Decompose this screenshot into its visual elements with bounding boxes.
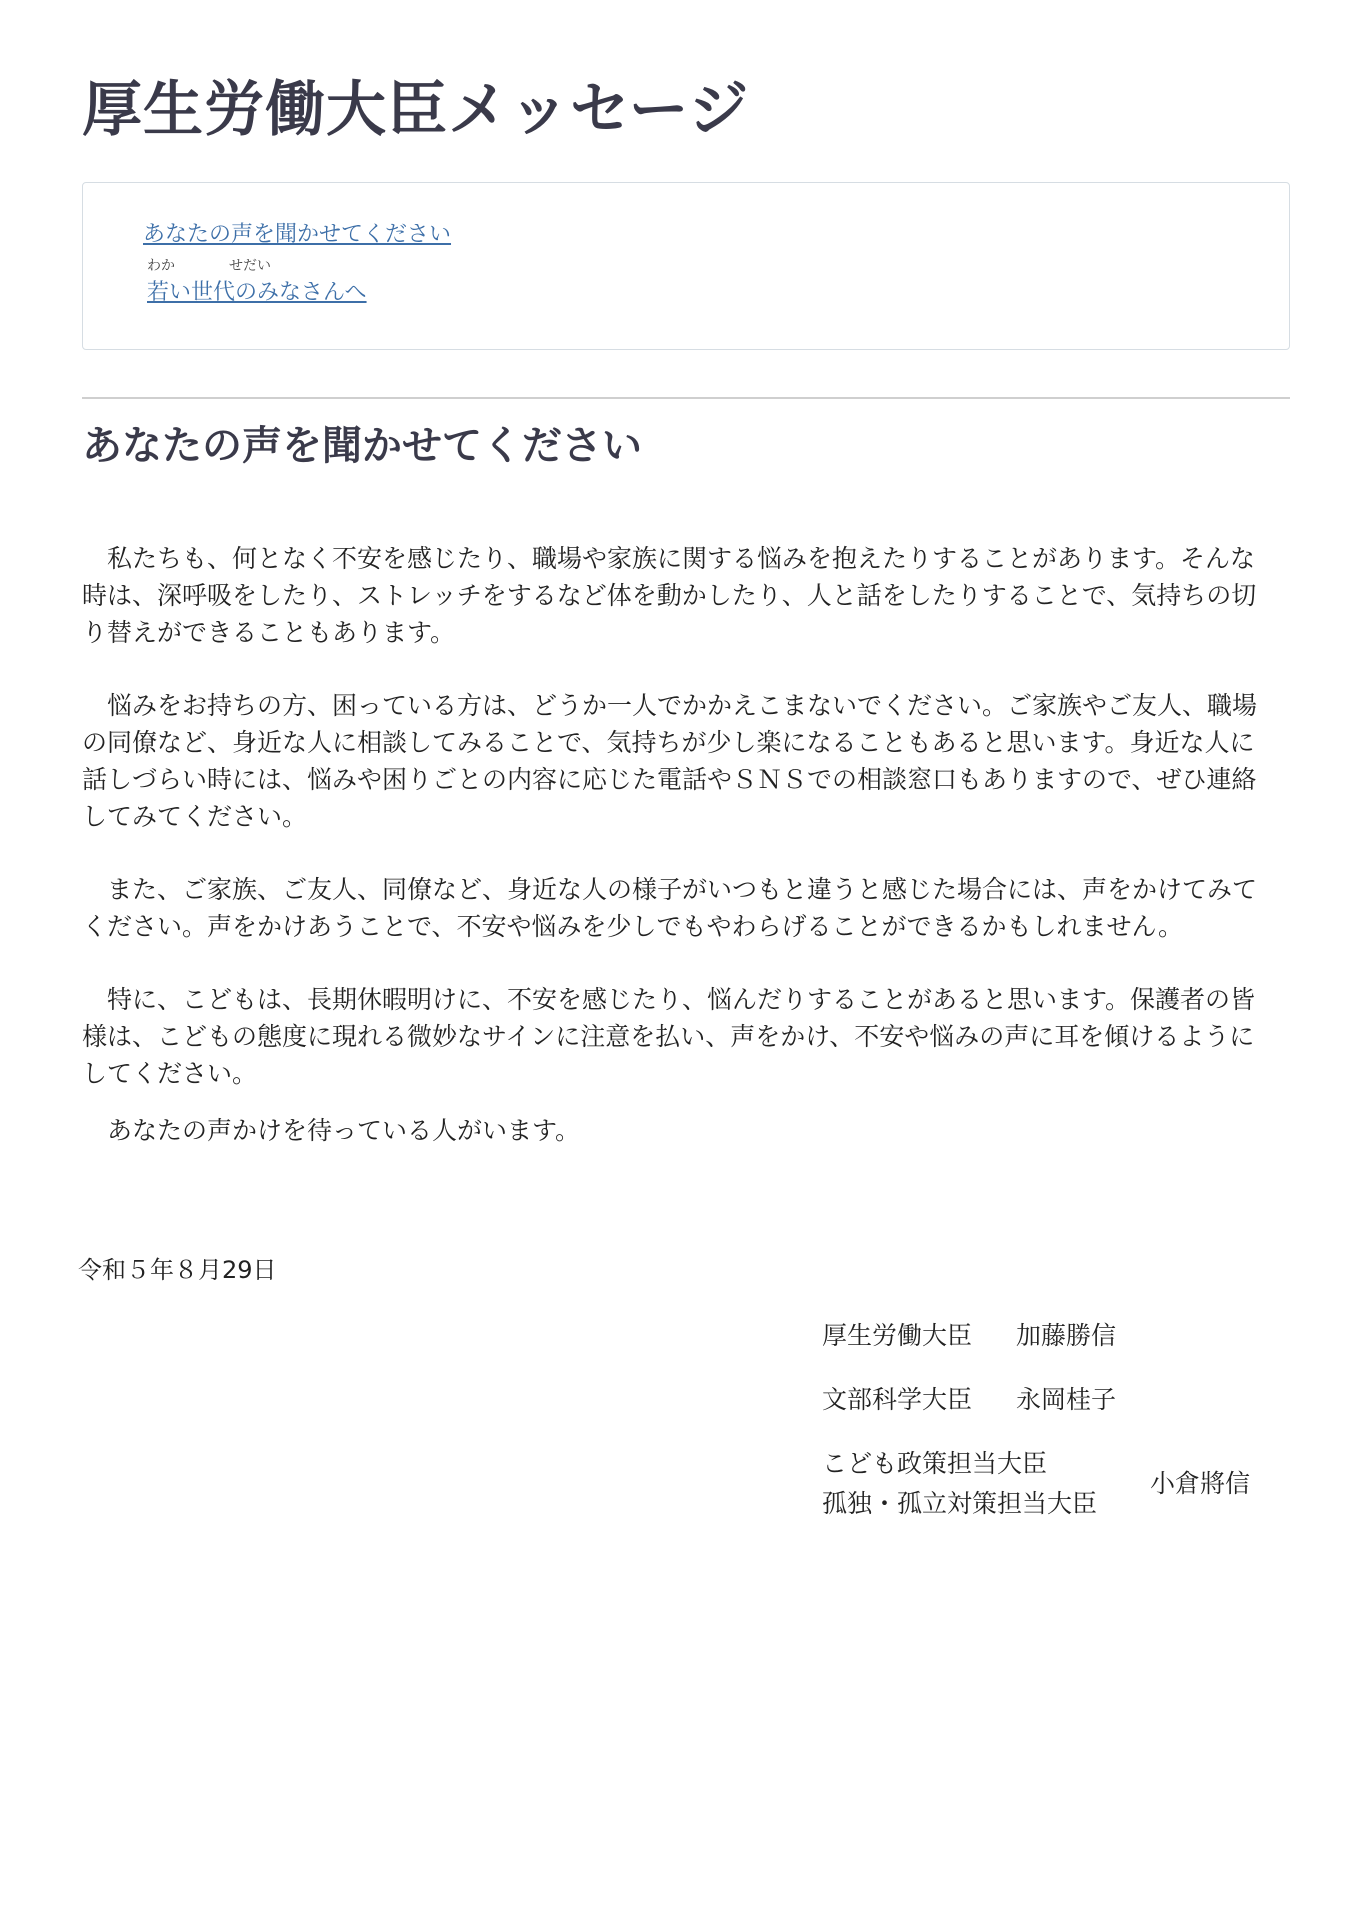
signature-isolation-title: 孤独・孤立対策担当大臣 xyxy=(822,1489,1098,1518)
page-title: 厚生労働大臣メッセージ xyxy=(82,75,750,145)
paragraph-5: あなたの声かけを待っている人がいます。 xyxy=(107,1116,581,1145)
signature-mext-title: 文部科学大臣 xyxy=(822,1385,973,1414)
paragraph-2: 悩みをお持ちの方、困っている方は、どうか一人でかかえこまないでください。ご家族やご友人、職場の同僚など、身近な人に相談してみることで、気持ちが少し楽になることもあると思います。身近な人に話しづらい時には、悩みや困りごとの内容に応じた電話やＳＮＳでの相談窓口もありますので、ぜひ連絡してみてください。 xyxy=(82,691,1258,831)
signature-children-title: こども政策担当大臣 xyxy=(822,1449,1048,1478)
related-links-box xyxy=(82,182,1290,350)
furigana xyxy=(147,255,427,273)
paragraph-1: 私たちも、何となく不安を感じたり、職場や家族に関する悩みを抱えたりすることがあります。そんな時は、深呼吸をしたり、ストレッチをするなど体を動かしたり、人と話をしたりすることで、気持ちの切り替えができることもあります。 xyxy=(82,544,1257,647)
signature-mhlw-title: 厚生労働大臣 xyxy=(822,1321,973,1350)
furigana-sedai: せだい xyxy=(229,258,271,274)
youth-link-group xyxy=(147,255,427,306)
paragraph-4: 特に、こどもは、長期休暇明けに、不安を感じたり、悩んだりすることがあると思います。保護者の皆様は、こどもの態度に現れる微妙なサインに注意を払い、声をかけ、不安や悩みの声に耳を傾けるようにしてください。 xyxy=(82,985,1256,1088)
signature-ogura-name: 小倉將信 xyxy=(1150,1469,1251,1498)
message-date: 令和５年８月29日 xyxy=(78,1256,277,1284)
youth-link[interactable]: 若い世代のみなさんへ xyxy=(147,280,367,305)
message-body xyxy=(82,540,1272,1185)
voice-link[interactable]: あなたの声を聞かせてください xyxy=(143,222,452,247)
section-divider xyxy=(82,397,1290,399)
paragraph-3: また、ご家族、ご友人、同僚など、身近な人の様子がいつもと違うと感じた場合には、声をかけてみてください。声をかけあうことで、不安や悩みを少しでもやわらげることができるかもしれません。 xyxy=(82,875,1258,941)
furigana-waka: わか xyxy=(147,258,175,274)
signature-mhlw-name: 加藤勝信 xyxy=(1016,1321,1117,1350)
signature-mext-name: 永岡桂子 xyxy=(1016,1385,1117,1414)
section-heading: あなたの声を聞かせてください xyxy=(82,423,642,469)
